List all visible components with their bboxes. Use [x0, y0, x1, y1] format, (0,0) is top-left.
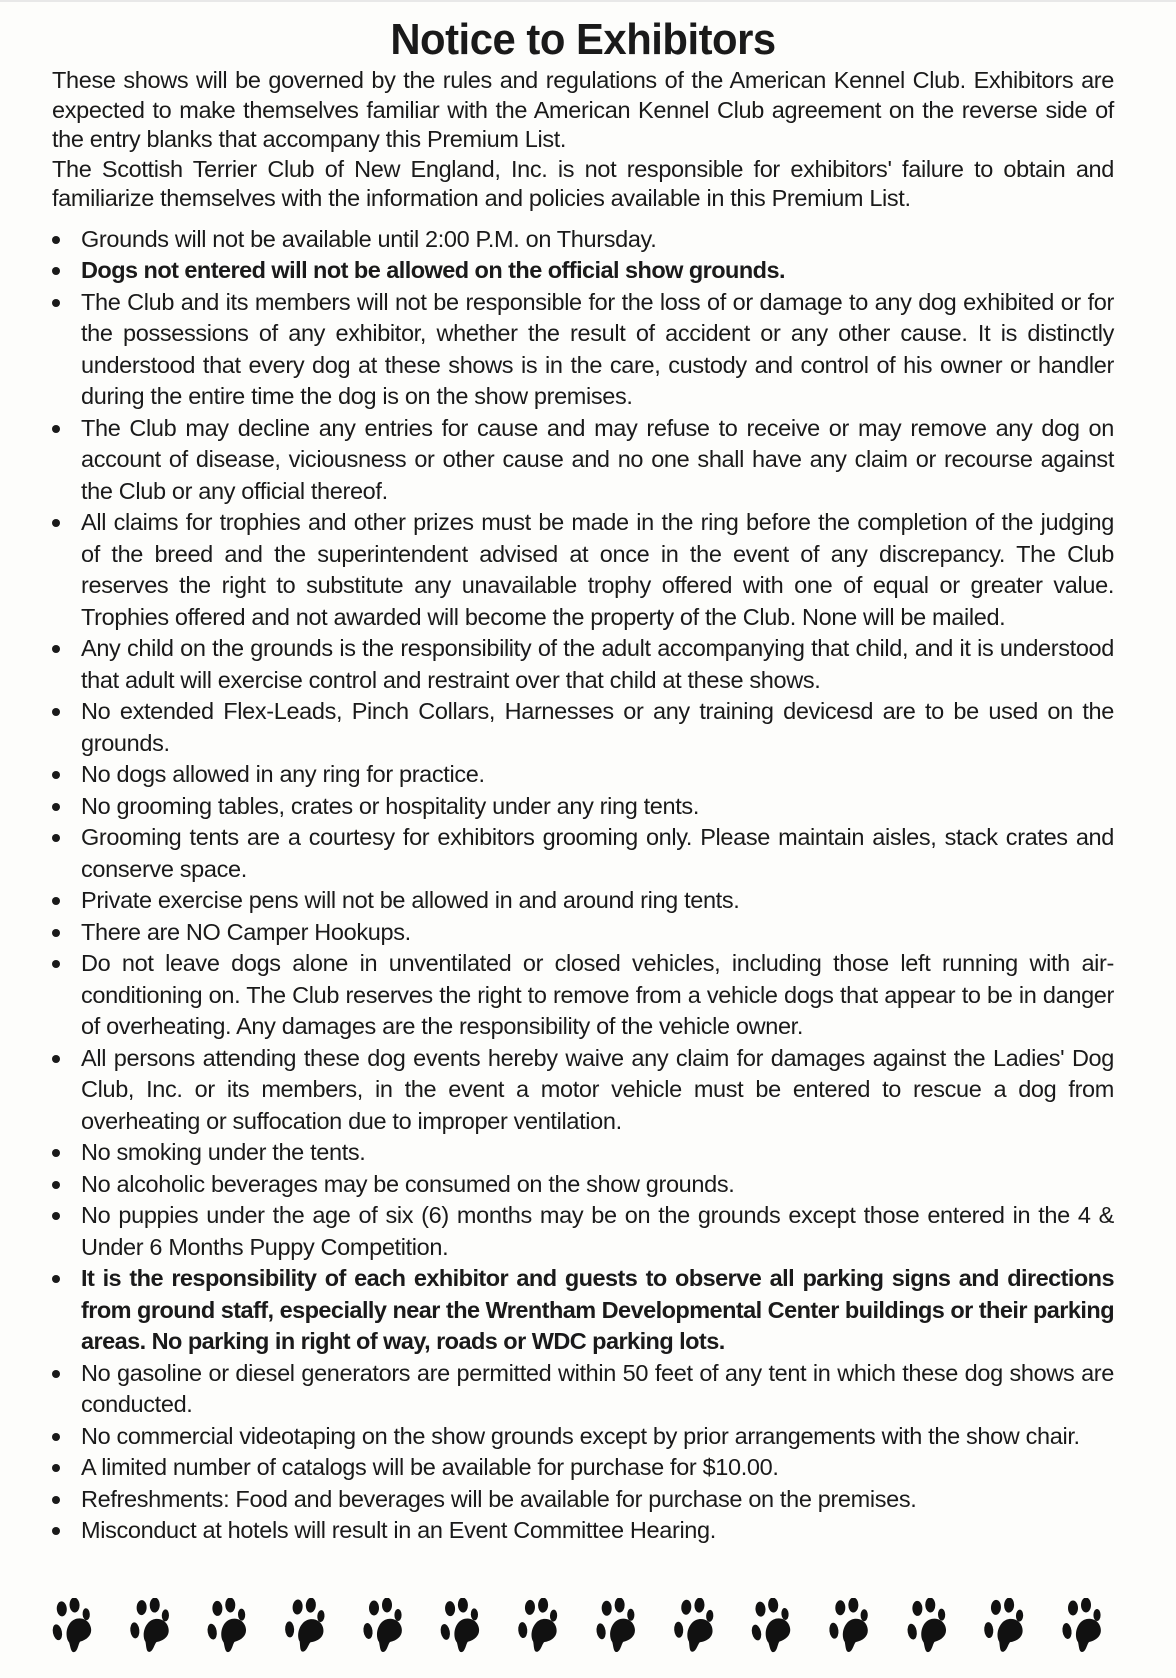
bullet-icon	[52, 425, 60, 433]
rule-item	[52, 633, 1114, 696]
paw-print-icon	[361, 1598, 411, 1654]
bullet-icon	[52, 771, 60, 779]
cut-off-text-fragment	[100, 1674, 420, 1678]
rule-item	[52, 1137, 1114, 1169]
rule-item	[52, 696, 1114, 759]
rule-text: Dogs not entered will not be allowed on the official show grounds.	[81, 257, 785, 283]
rule-text: Do not leave dogs alone in unventilated or closed vehicles, including those left running with air-conditioning on. The Club reserves the right to remove from a vehicle dogs that appear to be in danger of overheating. Any damages are the responsibility of the vehicle owner.	[81, 950, 1114, 1039]
rule-text: Misconduct at hotels will result in an Event Committee Hearing.	[81, 1517, 716, 1543]
rule-text: A limited number of catalogs will be available for purchase for $10.00.	[81, 1454, 779, 1480]
rule-text: No extended Flex-Leads, Pinch Collars, Harnesses or any training devicesd are to be used on the grounds.	[81, 698, 1114, 756]
bullet-icon	[52, 1527, 60, 1535]
rule-text: Any child on the grounds is the responsibility of the adult accompanying that child, and it is understood that adult will exercise control and restraint over that child at these shows.	[81, 635, 1114, 693]
bullet-icon	[52, 897, 60, 905]
rule-text: Refreshments: Food and beverages will be available for purchase on the premises.	[81, 1485, 917, 1512]
paw-print-icon	[672, 1598, 722, 1654]
bullet-icon	[52, 929, 60, 937]
rule-item	[52, 287, 1114, 413]
rule-item	[52, 791, 1114, 823]
rule-item	[52, 1169, 1114, 1201]
bullet-icon	[52, 645, 60, 653]
rule-item	[52, 759, 1114, 791]
bullet-icon	[52, 1464, 60, 1472]
paw-print-icon	[516, 1598, 566, 1654]
rule-text: No alcoholic beverages may be consumed on the show grounds.	[81, 1170, 735, 1197]
rule-item	[52, 413, 1114, 508]
bullet-icon	[52, 1275, 60, 1283]
paw-print-icon	[128, 1598, 178, 1654]
bullet-icon	[52, 1370, 60, 1378]
rule-text: All claims for trophies and other prizes must be made in the ring before the completion of the judging of the breed and the superintendent advised at once in the event of any discrepancy. The Club reserves the right to substitute any unavailable trophy offered with one of equal or greater value. Trophies offered and not awarded will become the property of the Club. None will be mailed.	[81, 509, 1114, 630]
rule-item	[52, 1515, 1114, 1547]
bullet-icon	[52, 1055, 60, 1063]
bullet-icon	[52, 519, 60, 527]
paw-print-icon	[50, 1598, 100, 1654]
rule-text: No commercial videotaping on the show grounds except by prior arrangements with the show chair.	[81, 1422, 1080, 1449]
bullet-icon	[52, 1212, 60, 1220]
rule-item	[52, 917, 1114, 949]
paw-print-icon	[827, 1598, 877, 1654]
bullet-icon	[52, 236, 60, 244]
rule-text: The Club may decline any entries for cause and may refuse to receive or may remove any dog on account of disease, viciousness or other cause and no one shall have any claim or recourse against the Club or any official thereof.	[81, 414, 1114, 504]
rule-text: No puppies under the age of six (6) months may be on the grounds except those entered in the 4 & Under 6 Months Puppy Competition.	[81, 1202, 1114, 1260]
rule-text: Grooming tents are a courtesy for exhibitors grooming only. Please maintain aisles, stack crates and conserve space.	[81, 824, 1114, 882]
rule-text: Grounds will not be available until 2:00 P.M. on Thursday.	[81, 225, 657, 252]
rule-item	[52, 1484, 1114, 1516]
rule-item	[52, 885, 1114, 917]
rule-item	[52, 1043, 1114, 1138]
intro-section	[52, 66, 1114, 214]
rule-item	[52, 1200, 1114, 1263]
rules-list	[52, 224, 1114, 1547]
bullet-icon	[52, 1433, 60, 1441]
paw-print-icon	[749, 1598, 799, 1654]
rule-text: No smoking under the tents.	[81, 1139, 366, 1165]
bullet-icon	[52, 1149, 60, 1157]
rule-text: There are NO Camper Hookups.	[81, 918, 411, 945]
intro-paragraph: These shows will be governed by the rules and regulations of the American Kennel Club. Exhibitors are expected to make themselves familiar with the American Kennel Club agreement on the reverse side of the entry blanks that accompany this Premium List.	[52, 67, 1114, 152]
paw-print-icon	[438, 1598, 488, 1654]
rule-item	[52, 255, 1114, 287]
paw-print-icon	[982, 1598, 1032, 1654]
bullet-icon	[52, 834, 60, 842]
rule-item	[52, 1421, 1114, 1453]
bullet-icon	[52, 960, 60, 968]
rule-text: All persons attending these dog events hereby waive any claim for damages against the Ladies' Dog Club, Inc. or its members, in the event a motor vehicle must be entered to rescue a dog from overheating or suffocation due to improper ventilation.	[81, 1044, 1114, 1134]
page-title: Notice to Exhibitors	[390, 15, 776, 64]
bullet-icon	[52, 267, 60, 275]
paw-print-icon	[1060, 1598, 1110, 1654]
rule-text: The Club and its members will not be responsible for the loss of or damage to any dog exhibited or for the possessions of any exhibitor, whether the result of accident or any other cause. It is distinctly understood that every dog at these shows is in the care, custody and control of his owner or handler during the entire time the dog is on the show premises.	[81, 288, 1114, 409]
rule-item	[52, 224, 1114, 256]
paw-print-icon	[205, 1598, 255, 1654]
paw-print-divider	[50, 1598, 1110, 1662]
paw-print-icon	[594, 1598, 644, 1654]
rule-text: No grooming tables, crates or hospitality under any ring tents.	[81, 792, 700, 819]
rule-item	[52, 1263, 1114, 1358]
rule-text: Private exercise pens will not be allowed in and around ring tents.	[81, 887, 740, 913]
bullet-icon	[52, 803, 60, 811]
rule-item	[52, 1358, 1114, 1421]
rule-text: No dogs allowed in any ring for practice.	[81, 761, 485, 787]
bullet-icon	[52, 708, 60, 716]
rule-item	[52, 822, 1114, 885]
rule-item	[52, 948, 1114, 1043]
bullet-icon	[52, 299, 60, 307]
bullet-icon	[52, 1496, 60, 1504]
document-page	[52, 0, 1114, 1547]
paw-print-icon	[905, 1598, 955, 1654]
paw-print-icon	[283, 1598, 333, 1654]
intro-paragraph: The Scottish Terrier Club of New England, Inc. is not responsible for exhibitors' failure to obtain and familiarize themselves with the information and policies available in this Premium List.	[52, 155, 1114, 211]
rule-item	[52, 507, 1114, 633]
rule-item	[52, 1452, 1114, 1484]
rule-text: It is the responsibility of each exhibitor and guests to observe all parking signs and directions from ground staff, especially near the Wrentham Developmental Center buildings or their parking areas. No parking in right of way, roads or WDC parking lots.	[81, 1265, 1114, 1354]
rule-text: No gasoline or diesel generators are permitted within 50 feet of any tent in which these dog shows are conducted.	[81, 1359, 1114, 1417]
bullet-icon	[52, 1181, 60, 1189]
